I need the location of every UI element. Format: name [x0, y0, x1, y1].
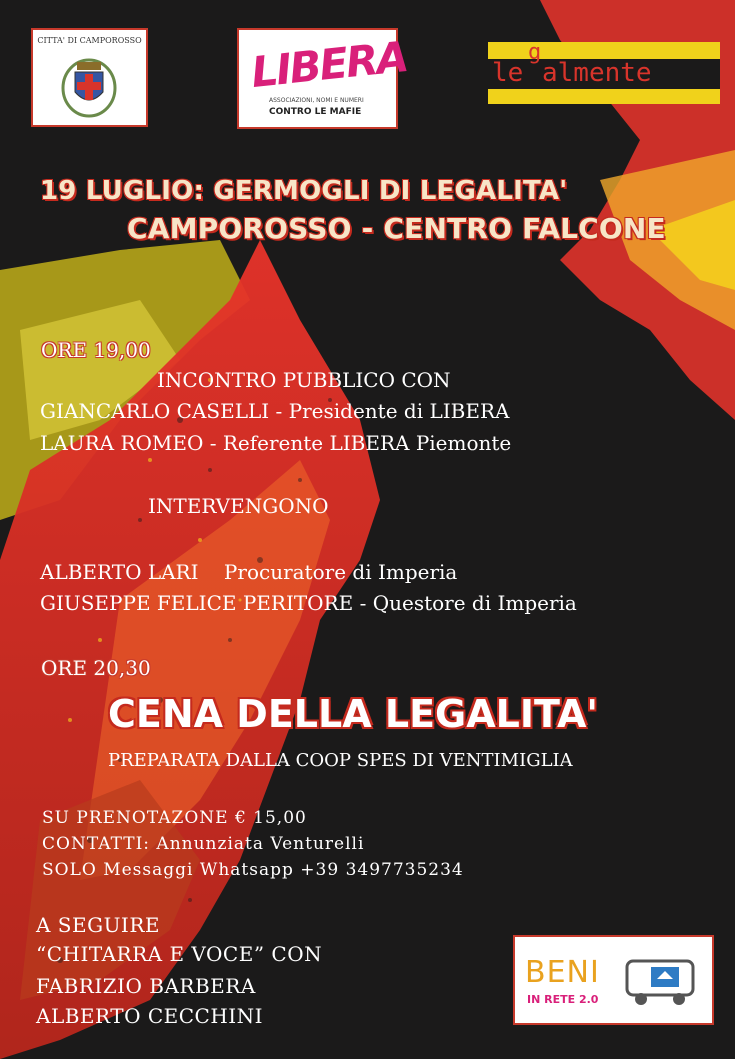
time-first: ORE 19,00: [41, 338, 151, 362]
speaker-romeo: LAURA ROMEO - Referente LIBERA Piemonte: [40, 431, 512, 455]
camporosso-logo: [31, 28, 148, 127]
beni-in-rete-logo: [513, 935, 714, 1025]
camporosso-label: CITTA' DI CAMPOROSSO: [37, 36, 142, 45]
after-heading: A SEGUIRE: [36, 913, 160, 937]
beni-word: BENI: [525, 955, 600, 990]
camper-van-icon: [623, 951, 703, 1011]
event-location: CAMPOROSSO - CENTRO FALCONE: [127, 212, 666, 245]
time-second: ORE 20,30: [41, 656, 151, 680]
coat-of-arms-icon: [33, 30, 146, 125]
event-title: 19 LUGLIO: GERMOGLI DI LEGALITA': [40, 176, 568, 206]
libera-wordmark: LIBERA: [248, 31, 410, 98]
guest-lari: ALBERTO LARI Procuratore di Imperia: [40, 560, 458, 584]
dinner-caterer: PREPARATA DALLA COOP SPES DI VENTIMIGLIA: [108, 750, 573, 771]
booking-price: SU PRENOTAZONE € 15,00: [42, 808, 307, 828]
legalmente-g: g: [528, 40, 542, 65]
libera-subtitle: ASSOCIAZIONI, NOMI E NUMERI: [269, 97, 364, 104]
after-performer-2: ALBERTO CECCHINI: [36, 1004, 264, 1028]
dinner-title: CENA DELLA LEGALITA': [108, 692, 598, 736]
legalmente-rest: almente: [542, 58, 652, 88]
intervengono-heading: INTERVENGONO: [148, 494, 329, 518]
in-rete-word: IN RETE 2.0: [527, 993, 599, 1006]
booking-whatsapp: SOLO Messaggi Whatsapp +39 3497735234: [42, 860, 464, 880]
libera-logo: [237, 28, 410, 129]
libera-tagline: CONTRO LE MAFIE: [269, 107, 362, 117]
after-performer-1: FABRIZIO BARBERA: [36, 974, 256, 998]
booking-contact: CONTATTI: Annunziata Venturelli: [42, 834, 365, 854]
after-show: “CHITARRA E VOCE” CON: [36, 942, 323, 966]
guest-peritore: GIUSEPPE FELICE PERITORE - Questore di Imperia: [40, 591, 577, 615]
legalmente-logo: [488, 42, 720, 104]
speaker-caselli: GIANCARLO CASELLI - Presidente di LIBERA: [40, 399, 510, 423]
legalmente-le: le: [492, 58, 524, 88]
meeting-heading: INCONTRO PUBBLICO CON: [157, 368, 451, 392]
